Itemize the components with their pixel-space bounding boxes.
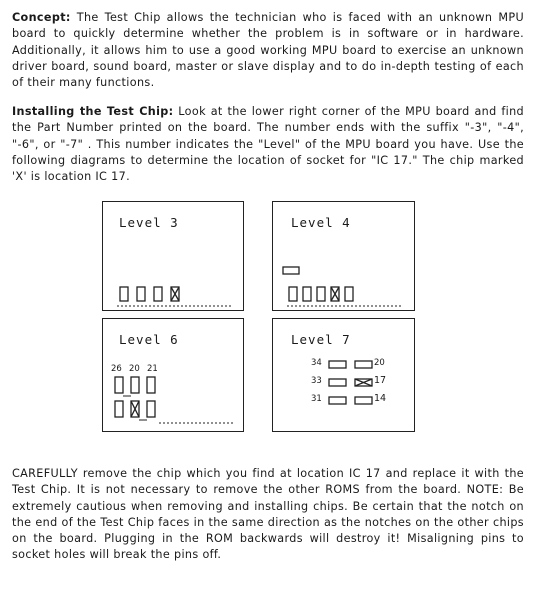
level-7-label-14: 14 [374,393,387,404]
chip-socket [115,401,123,417]
chip-socket [345,287,353,301]
level-7-label-31: 31 [311,394,322,404]
level-7-label-17: 17 [374,375,387,386]
level-6-label-26: 26 [111,364,122,374]
chip-socket [355,397,372,404]
installing-paragraph [12,104,524,185]
chip-socket [120,287,128,301]
chip-socket [303,287,311,301]
level-6-diagram [102,318,244,432]
chip-socket [289,287,297,301]
level-6-label-21: 21 [147,364,158,374]
level-3-title: Level 3 [119,215,179,230]
level-7-diagram [272,318,415,432]
level-6-label-20: 20 [129,364,140,374]
level-3-diagram [102,201,244,311]
chip-socket [329,361,346,368]
level-6-chip-layout [103,319,243,431]
level-4-chip-layout [273,202,414,310]
chip-socket [147,377,155,393]
installing-text: Look at the lower right corner of the MPU board and find the Part Number printed on the board. The number ends with the suffix "-3", "-4", "-6", or "-7" . This number indicates the "Level" of the MPU board you have. Use the following diagrams to determine the location of socket for "IC 17." The chip marked 'X' is location IC 17. [12,105,525,184]
level-4-diagram [272,201,415,311]
level-7-label-20: 20 [374,358,385,368]
concept-text: The Test Chip allows the technician who is faced with an unknown MPU board to quickly determine whether the problem is in software or in hardware. Additionally, it allows him to use a good working MPU board to exercise an unknown driver board, sound board, master or slave display and to do in-depth testing of each of their many functions. [12,11,524,90]
chip-socket [283,267,299,274]
level-6-title: Level 6 [119,332,179,347]
chip-socket [317,287,325,301]
carefully-paragraph [12,466,524,564]
chip-socket [329,397,346,404]
level-7-title: Level 7 [291,332,351,347]
installing-heading: Installing the Test Chip: [12,105,174,118]
chip-socket [115,377,123,393]
carefully-text: CAREFULLY remove the chip which you find at location IC 17 and replace it with the Test Chip. It is not necessary to remove the other ROMS from the board. NOTE: Be extremely cautious when removing and installing chips. Be certain that the notch on the end of the Test Chip faces in the same direction as the notches on the other chips on the board. Plugging in the ROM backwards will destroy it! Misaligning pins to socket holes will break the pins off. [12,467,524,562]
chip-socket [131,377,139,393]
concept-heading: Concept: [12,11,71,24]
level-7-label-34: 34 [311,358,322,368]
chip-socket [137,287,145,301]
level-7-chip-layout [273,319,414,431]
chip-socket [154,287,162,301]
chip-socket [329,379,346,386]
level-4-title: Level 4 [291,215,351,230]
level-3-chip-layout [103,202,243,310]
concept-paragraph [12,10,524,91]
chip-socket [147,401,155,417]
level-7-label-33: 33 [311,376,322,386]
chip-socket [355,361,372,368]
